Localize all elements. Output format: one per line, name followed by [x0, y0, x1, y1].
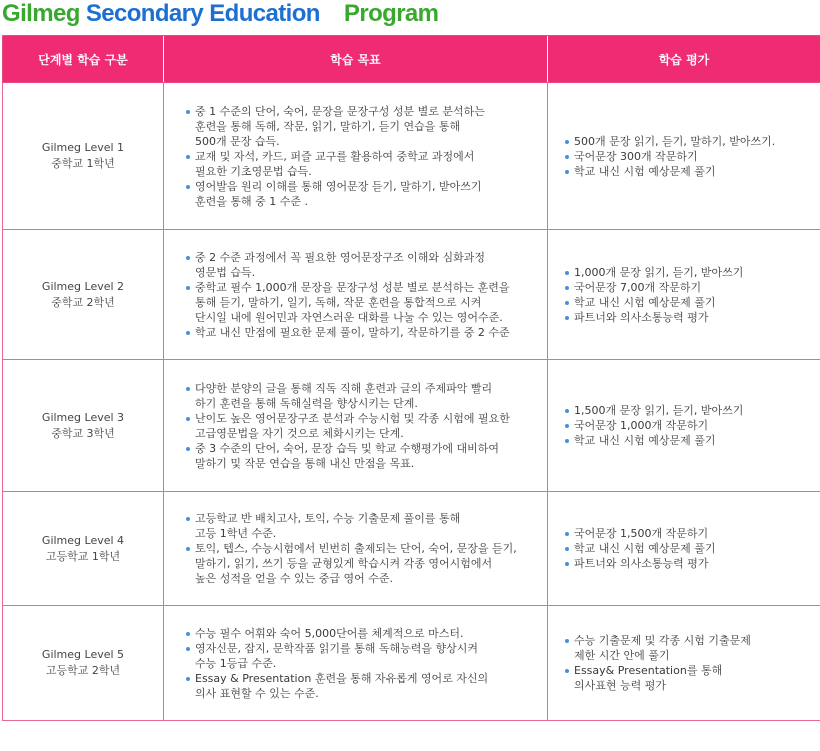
- evaluation-item: [565, 149, 814, 164]
- item-line: 의사표현 능력 평가: [574, 679, 667, 692]
- goal-list: [186, 626, 541, 701]
- table-row: [3, 492, 820, 606]
- table-row: [3, 360, 820, 492]
- evaluation-item: [565, 134, 814, 149]
- grade-name: 중학교 1학년: [51, 157, 115, 170]
- item-line: 국어문장 1,000개 작문하기: [574, 419, 709, 432]
- table-row: [3, 230, 820, 360]
- goal-cell: [164, 492, 548, 606]
- item-line: 1,500개 문장 읽기, 듣기, 받아쓰기: [574, 404, 744, 417]
- title-program: Program: [343, 0, 439, 27]
- item-line: 중 1 수준의 단어, 숙어, 문장을 문장구성 성분 별로 분석하는: [195, 104, 485, 118]
- item-line: 영자신문, 잡지, 문학작품 읽기를 통해 독해능력을 향상시켜: [195, 641, 478, 655]
- goal-list: [186, 250, 541, 340]
- goal-list: [186, 104, 541, 209]
- item-line: Essay& Presentation를 통해: [574, 664, 723, 677]
- item-line: 영문법 습득.: [195, 265, 256, 279]
- item-line: 파트너와 의사소통능력 평가: [574, 310, 709, 324]
- level-name: Gilmeg Level 2: [41, 279, 125, 293]
- goal-cell: [164, 230, 548, 360]
- level-name: Gilmeg Level 1: [41, 141, 125, 154]
- evaluation-item: [565, 633, 814, 663]
- item-line: 난이도 높은 영어문장구조 분석과 수능시험 및 각종 시험에 필요한: [195, 411, 510, 425]
- level-cell: [3, 492, 164, 606]
- evaluation-item: [565, 310, 814, 325]
- item-line: 국어문장 7,00개 작문하기: [574, 280, 702, 294]
- item-line: 1,000개 문장 읽기, 듣기, 받아쓰기: [574, 265, 744, 279]
- level-name: Gilmeg Level 3: [41, 410, 125, 424]
- grade-name: 중학교 2학년: [51, 295, 115, 309]
- item-line: 학교 내신 만점에 필요한 문제 풀이, 말하기, 작문하기를 중 2 수준: [195, 325, 510, 339]
- item-line: 학교 내신 시험 예상문제 풀기: [574, 434, 716, 447]
- header-evaluation: 학습 평가: [548, 36, 820, 83]
- item-line: 하기 훈련을 통해 독해실력을 향상시키는 단계.: [195, 396, 418, 410]
- evaluation-item: [565, 265, 814, 280]
- item-line: 500개 문장 읽기, 듣기, 말하기, 받아쓰기.: [574, 134, 776, 148]
- goal-item: [186, 179, 541, 209]
- goal-item: [186, 511, 541, 541]
- item-line: 500개 문장 습득.: [195, 134, 280, 148]
- item-line: 고등 1학년 수준.: [195, 527, 277, 540]
- item-line: 수능 필수 어휘와 숙어 5,000단어를 체계적으로 마스터.: [195, 626, 464, 640]
- goal-item: [186, 149, 541, 179]
- level-cell: [3, 230, 164, 360]
- goal-item: [186, 411, 541, 441]
- header-level: 단계별 학습 구분: [3, 36, 164, 83]
- item-line: 말하기, 읽기, 쓰기 등을 균형있게 학습시켜 각종 영어시험에서: [195, 557, 493, 570]
- item-line: 학교 내신 시험 예상문제 풀기: [574, 542, 716, 555]
- goal-cell: [164, 360, 548, 492]
- goal-item: [186, 280, 541, 325]
- grade-name: 고등학교 1학년: [45, 549, 121, 563]
- evaluation-cell: [548, 606, 820, 721]
- goal-list: [186, 511, 541, 586]
- evaluation-item: [565, 295, 814, 310]
- item-line: Essay & Presentation 훈련을 통해 자유롭게 영어로 자신의: [195, 671, 489, 685]
- level-cell: [3, 83, 164, 230]
- goal-item: [186, 250, 541, 280]
- item-line: 통해 듣기, 말하기, 일기, 독해, 작문 훈련을 통합적으로 시켜: [195, 295, 482, 309]
- evaluation-item: [565, 663, 814, 693]
- evaluation-item: [565, 418, 814, 433]
- curriculum-table: [2, 35, 820, 721]
- evaluation-item: [565, 164, 814, 179]
- goal-item: [186, 104, 541, 149]
- item-line: 파트너와 의사소통능력 평가: [574, 557, 709, 570]
- item-line: 훈련을 통해 독해, 작문, 읽기, 말하기, 듣기 연습을 통해: [195, 119, 461, 133]
- item-line: 훈련을 통해 중 1 수준 .: [195, 194, 308, 208]
- evaluation-list: [565, 526, 814, 571]
- evaluation-item: [565, 280, 814, 295]
- item-line: 필요한 기초영문법 습득.: [195, 164, 312, 178]
- evaluation-list: [565, 403, 814, 448]
- item-line: 중 2 수준 과정에서 꼭 필요한 영어문장구조 이해와 심화과정: [195, 250, 485, 264]
- item-line: 제한 시간 안에 풀기: [574, 649, 670, 662]
- item-line: 말하기 및 작문 연습을 통해 내신 만점을 목표.: [195, 456, 415, 470]
- evaluation-list: [565, 633, 814, 693]
- item-line: 수능 기출문제 및 각종 시험 기출문제: [574, 634, 751, 647]
- evaluation-item: [565, 556, 814, 571]
- item-line: 학교 내신 시험 예상문제 풀기: [574, 164, 716, 178]
- item-line: 의사 표현할 수 있는 수준.: [195, 686, 319, 700]
- evaluation-cell: [548, 83, 820, 230]
- evaluation-list: [565, 265, 814, 325]
- goal-list: [186, 381, 541, 471]
- evaluation-item: [565, 541, 814, 556]
- evaluation-cell: [548, 492, 820, 606]
- goal-item: [186, 381, 541, 411]
- level-cell: [3, 606, 164, 721]
- title-level: Secondary Education: [85, 0, 320, 27]
- evaluation-item: [565, 403, 814, 418]
- evaluation-item: [565, 433, 814, 448]
- grade-name: 고등학교 2학년: [45, 664, 121, 677]
- item-line: 국어문장 1,500개 작문하기: [574, 527, 709, 540]
- table-row: [3, 83, 820, 230]
- item-line: 중학교 필수 1,000개 문장을 문장구성 성분 별로 분석하는 훈련을: [195, 280, 510, 294]
- goal-item: [186, 671, 541, 701]
- item-line: 고급영문법을 자기 것으로 체화시키는 단계.: [195, 426, 404, 440]
- item-line: 교재 및 자석, 카드, 퍼즐 교구를 활용하여 중학교 과정에서: [195, 149, 475, 163]
- title-brand: Gilmeg: [2, 0, 80, 27]
- table-row: [3, 606, 820, 721]
- header-goal: 학습 목표: [164, 36, 548, 83]
- level-cell: [3, 360, 164, 492]
- table-body: [3, 83, 820, 721]
- item-line: 고등학교 반 배치고사, 토익, 수능 기출문제 풀이를 통해: [195, 512, 461, 525]
- table-header-row: [3, 36, 820, 83]
- item-line: 높은 성적을 얻을 수 있는 중급 영어 수준.: [195, 572, 393, 585]
- goal-cell: [164, 606, 548, 721]
- item-line: 중 3 수준의 단어, 숙어, 문장 습득 및 학교 수행평가에 대비하여: [195, 441, 499, 455]
- goal-item: [186, 325, 541, 340]
- level-name: Gilmeg Level 5: [41, 648, 125, 661]
- level-name: Gilmeg Level 4: [41, 533, 125, 547]
- item-line: 국어문장 300개 작문하기: [574, 149, 698, 163]
- goal-item: [186, 626, 541, 641]
- item-line: 단시일 내에 원어민과 자연스러운 대화를 나눌 수 있는 영어수준.: [195, 310, 503, 324]
- page-title: [2, 0, 438, 30]
- item-line: 다양한 분양의 글을 통해 직독 직해 훈련과 글의 주제파악 빨리: [195, 381, 493, 395]
- grade-name: 중학교 3학년: [51, 426, 115, 440]
- item-line: 영어발음 원리 이해를 통해 영어문장 듣기, 말하기, 받아쓰기: [195, 179, 482, 193]
- item-line: 수능 1등급 수준.: [195, 656, 277, 670]
- goal-cell: [164, 83, 548, 230]
- goal-item: [186, 541, 541, 586]
- evaluation-cell: [548, 230, 820, 360]
- evaluation-item: [565, 526, 814, 541]
- goal-item: [186, 641, 541, 671]
- evaluation-cell: [548, 360, 820, 492]
- item-line: 학교 내신 시험 예상문제 풀기: [574, 295, 716, 309]
- goal-item: [186, 441, 541, 471]
- evaluation-list: [565, 134, 814, 179]
- item-line: 토익, 텝스, 수능시험에서 빈번히 출제되는 단어, 숙어, 문장을 듣기,: [195, 542, 517, 555]
